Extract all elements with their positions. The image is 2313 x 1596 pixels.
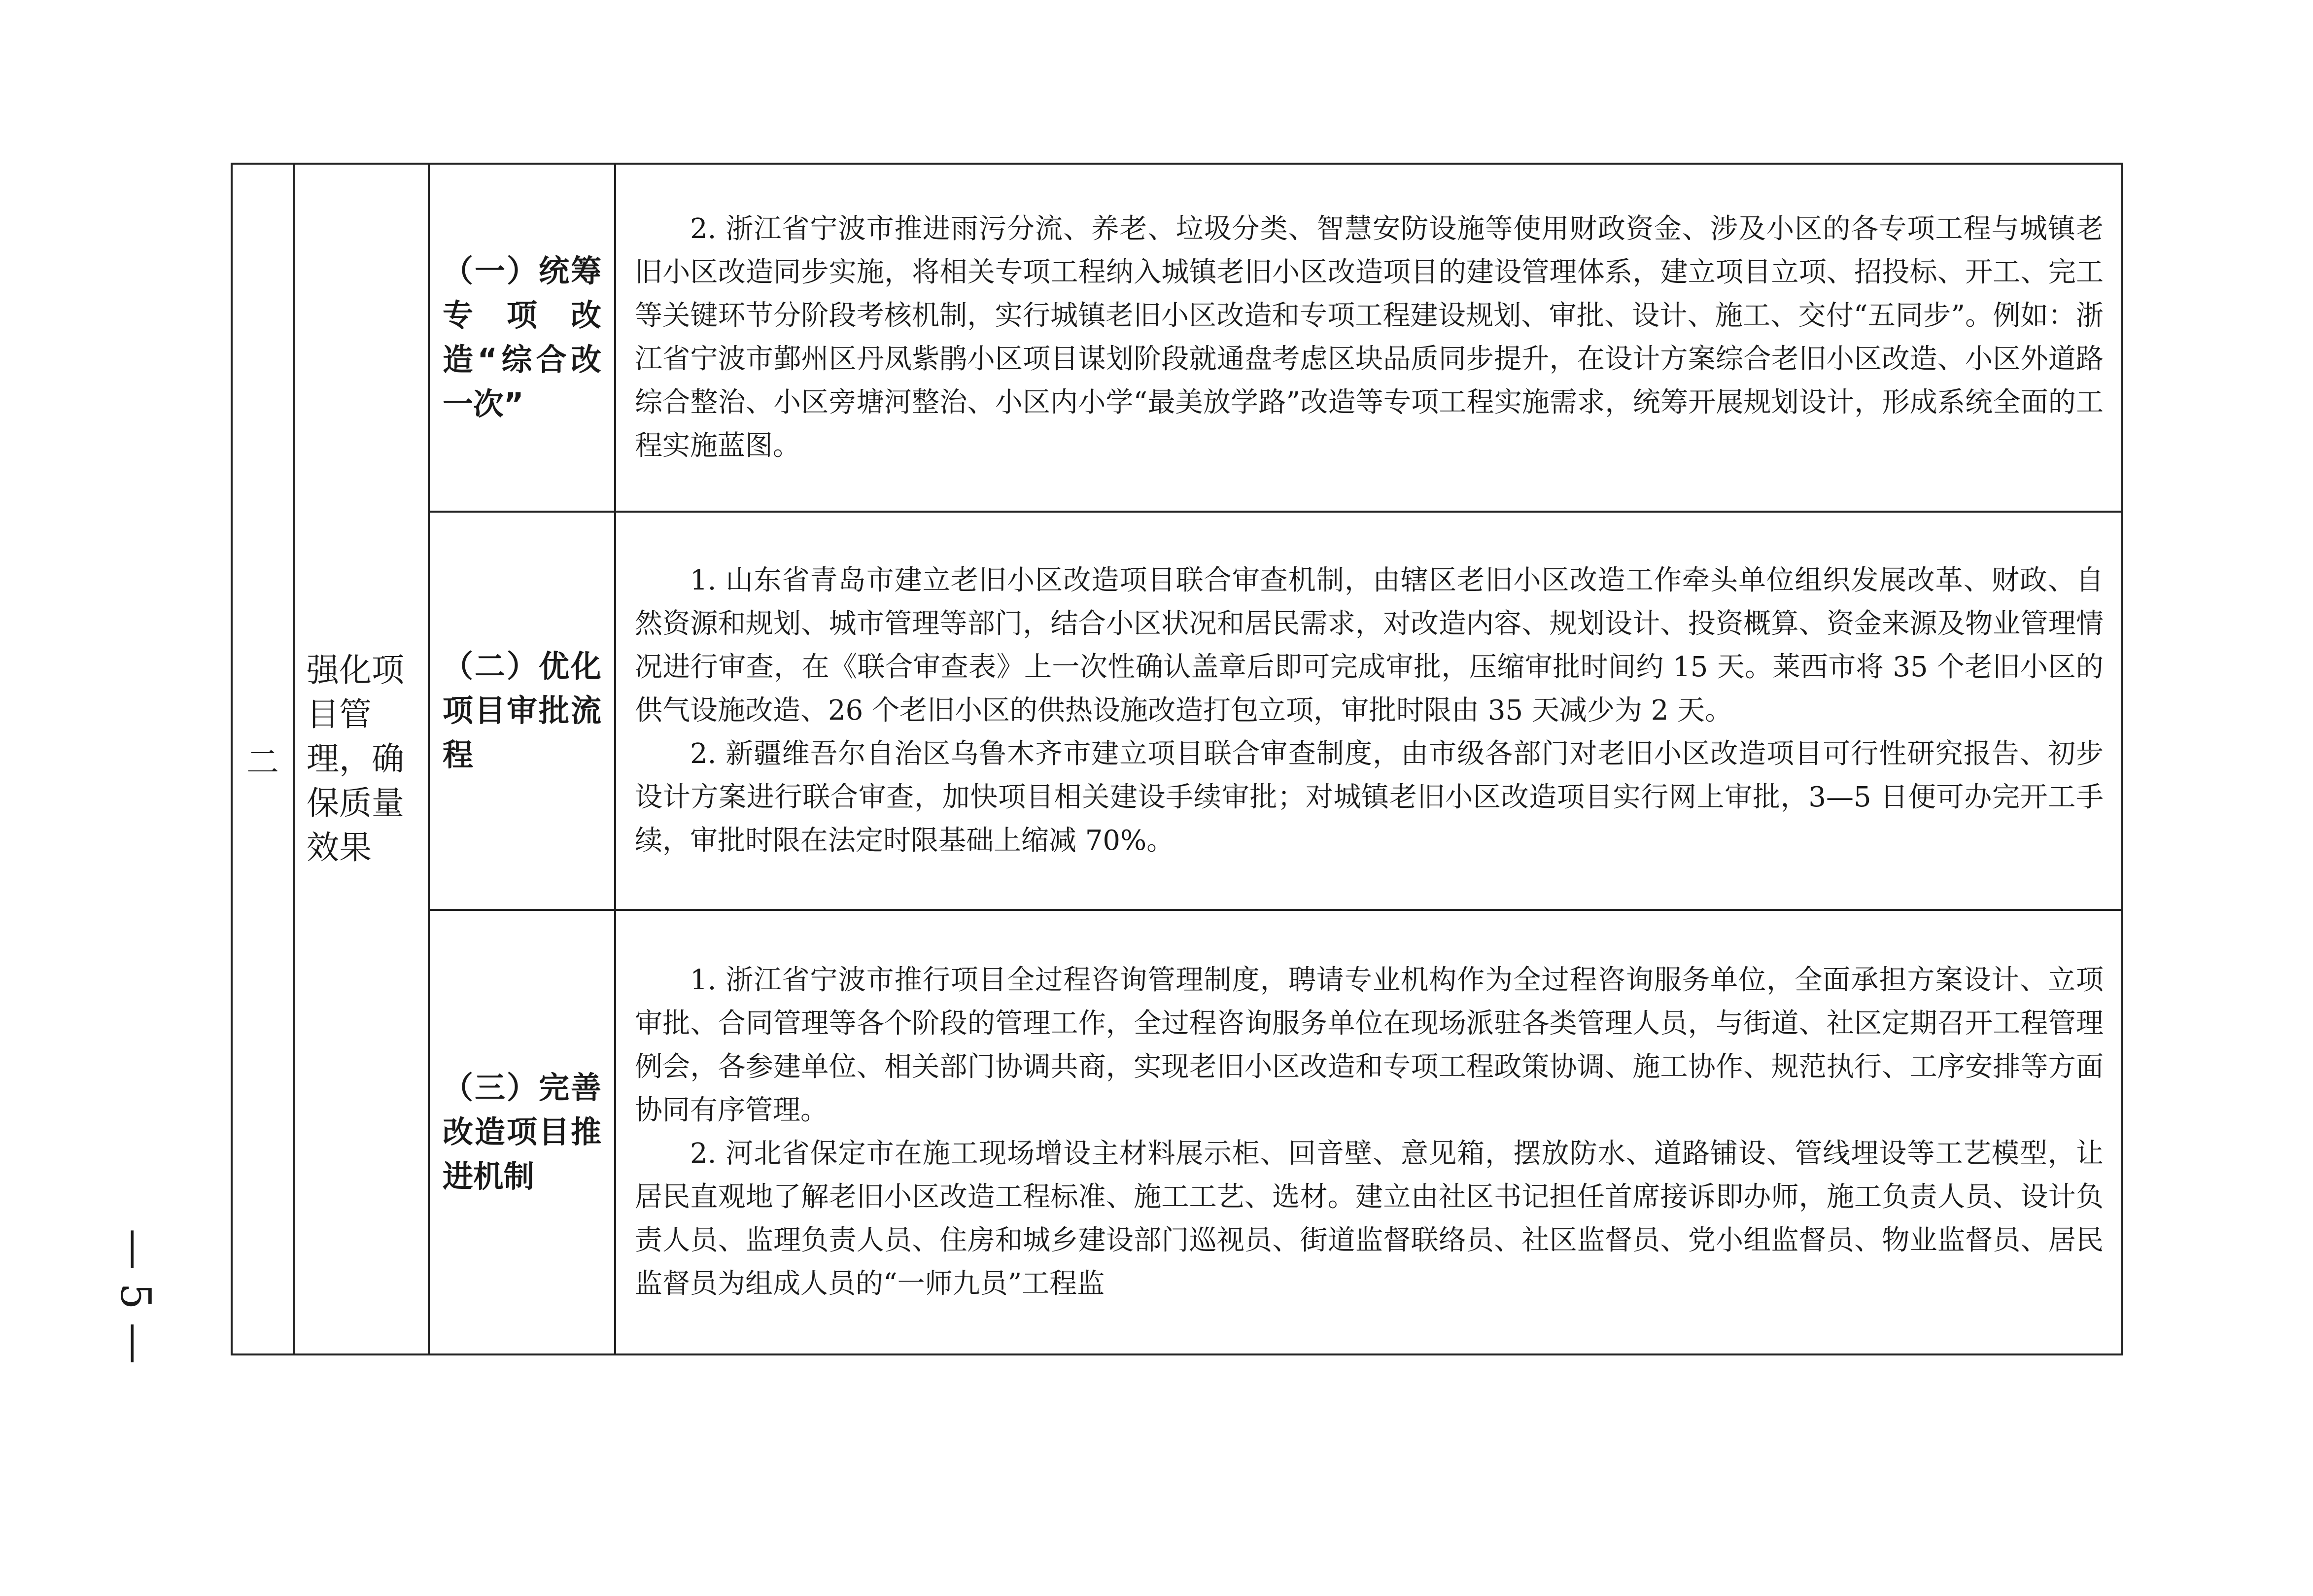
row-subtitle: （三）完善改造项目推进机制 (443, 1070, 601, 1194)
table-row (232, 512, 2122, 910)
paragraph: 2. 浙江省宁波市推进雨污分流、养老、垃圾分类、智慧安防设施等使用财政资金、涉及小区的各专项工程与城镇老旧小区改造同步实施，将相关专项工程纳入城镇老旧小区改造项目的建设管理体系，建立项目立项、招投标、开工、完工等关键环节分阶段考核机制，实行城镇老旧小区改造和专项工程建设规划、审批、设计、施工、交付“五同步”。例如：浙江省宁波市鄞州区丹凤紫鹃小区项目谋划阶段就通盘考虑区块品质同步提升，在设计方案综合老旧小区改造、小区外道路综合整治、小区旁塘河整治、小区内小学“最美放学路”改造等专项工程实施需求，统筹开展规划设计，形成系统全面的工程实施蓝图。 (635, 213, 2104, 462)
section-title-cell (294, 164, 429, 1354)
paragraph: 1. 浙江省宁波市推行项目全过程咨询管理制度，聘请专业机构作为全过程咨询服务单位，全面承担方案设计、立项审批、合同管理等各个阶段的管理工作，全过程咨询服务单位在现场派驻各类管理人员，与街道、社区定期召开工程管理例会，各参建单位、相关部门协调共商，实现老旧小区改造和专项工程政策协调、施工协作、规范执行、工序安排等方面协同有序管理。 (635, 964, 2104, 1126)
row-subtitle: （一）统筹专项改造“综合改一次” (443, 253, 601, 422)
content-cell (615, 910, 2122, 1354)
policy-table (231, 163, 2123, 1355)
page-number: — 5 — (111, 1228, 160, 1364)
subtitle-cell (429, 910, 615, 1354)
table-row (232, 164, 2122, 512)
paragraph: 2. 新疆维吾尔自治区乌鲁木齐市建立项目联合审查制度，由市级各部门对老旧小区改造项目可行性研究报告、初步设计方案进行联合审查，加快项目相关建设手续审批；对城镇老旧小区改造项目实行网上审批，3—5 日便可办完开工手续，审批时限在法定时限基础上缩减 70%。 (635, 738, 2104, 857)
section-number: 二 (246, 743, 279, 781)
paragraph: 2. 河北省保定市在施工现场增设主材料展示柜、回音壁、意见箱，摆放防水、道路铺设、管线埋设等工艺模型，让居民直观地了解老旧小区改造工程标准、施工工艺、选材。建立由社区书记担任首席接诉即办师，施工负责人员、设计负责人员、监理负责人员、住房和城乡建设部门巡视员、街道监督联络员、社区监督员、党小组监督员、物业监督员、居民监督员为组成人员的“一师九员”工程监 (635, 1138, 2104, 1300)
paragraph: 1. 山东省青岛市建立老旧小区改造项目联合审查机制，由辖区老旧小区改造工作牵头单位组织发展改革、财政、自然资源和规划、城市管理等部门，结合小区状况和居民需求，对改造内容、规划设计、投资概算、资金来源及物业管理情况进行审查，在《联合审查表》上一次性确认盖章后即可完成审批，压缩审批时间约 15 天。莱西市将 35 个老旧小区的供气设施改造、26 个老旧小区的供热设施改造打包立项，审批时限由 35 天减少为 2 天。 (635, 564, 2104, 727)
row-subtitle: （二）优化项目审批流程 (443, 648, 601, 773)
table-row (232, 910, 2122, 1354)
content-cell (615, 512, 2122, 910)
section-title: 强化项目管理，确保质量效果 (307, 651, 404, 867)
section-number-cell (232, 164, 294, 1354)
subtitle-cell (429, 164, 615, 512)
content-cell (615, 164, 2122, 512)
subtitle-cell (429, 512, 615, 910)
